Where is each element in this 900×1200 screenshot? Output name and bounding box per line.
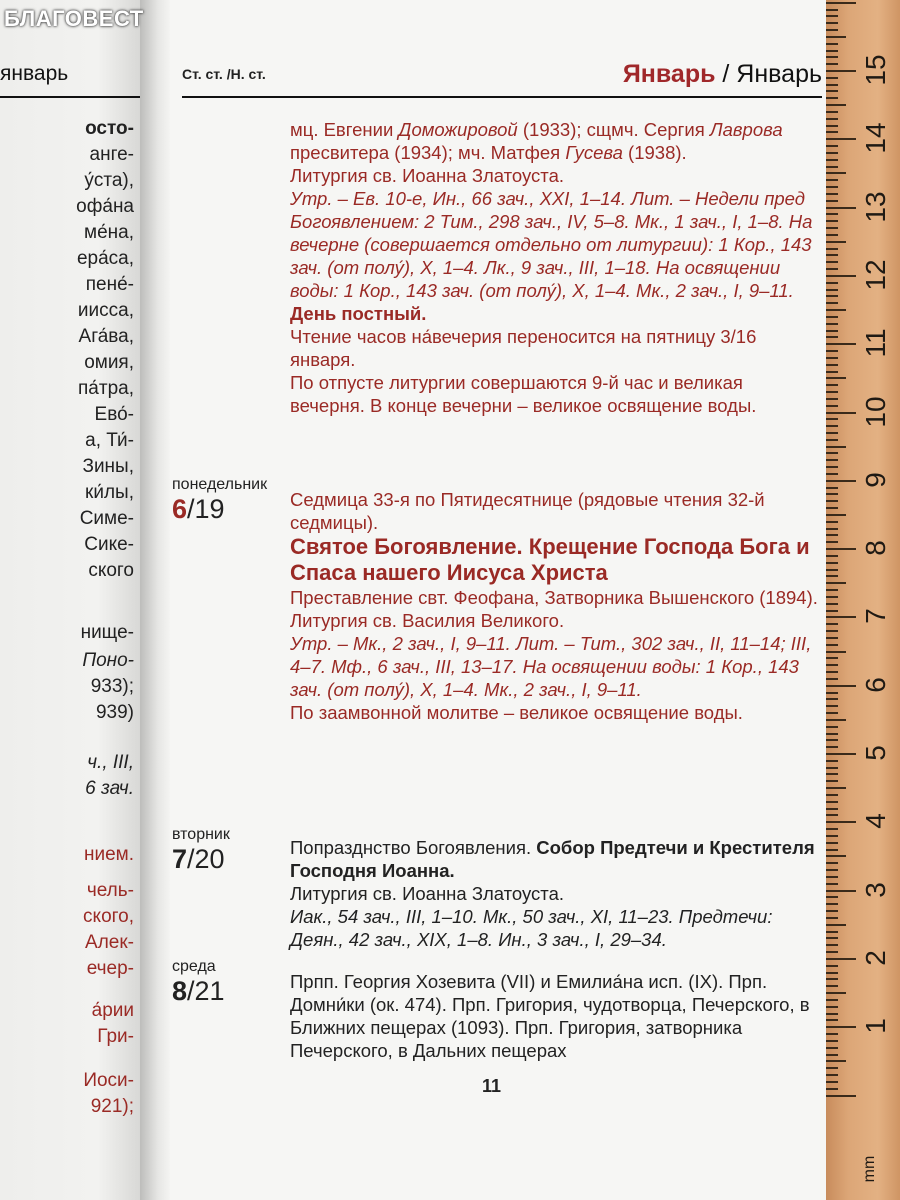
ruler-tick — [826, 705, 838, 707]
ruler-tick — [826, 200, 838, 202]
ruler-tick — [826, 821, 856, 823]
left-page-header: январь — [0, 62, 69, 85]
ruler-tick — [826, 302, 838, 304]
ruler-number: 7 — [860, 608, 891, 625]
ruler-tick — [826, 295, 838, 297]
day-entry — [290, 970, 820, 1062]
ruler-tick — [826, 1067, 838, 1069]
ruler-tick — [826, 801, 838, 803]
ruler-tick — [826, 186, 838, 188]
ruler-tick — [826, 50, 838, 52]
ruler-tick — [826, 179, 838, 181]
left-page-line: ского — [88, 560, 134, 581]
paragraph: По отпусте литургии совершаются 9-й час и великая вечерня. В конце вечерни – великое освящение воды. — [290, 372, 757, 416]
ruler-tick — [826, 118, 838, 120]
ruler-tick — [826, 575, 838, 577]
ruler-tick — [826, 1013, 838, 1015]
ruler-tick — [826, 425, 838, 427]
day-label — [172, 476, 282, 525]
left-page-line: чель- — [86, 880, 134, 901]
right-page — [170, 0, 900, 1200]
ruler-tick — [826, 248, 838, 250]
ruler-number: 1 — [860, 1018, 891, 1034]
ruler-tick — [826, 15, 838, 17]
left-page-line: Симе- — [79, 508, 134, 529]
ruler-tick — [826, 289, 838, 291]
left-page-line: Ево́- — [94, 404, 134, 425]
ruler-tick — [826, 548, 856, 550]
ruler-tick — [826, 651, 846, 653]
left-page-line: 933); — [90, 676, 134, 697]
ruler-tick — [826, 528, 838, 530]
ruler-tick — [826, 985, 838, 987]
ruler-tick — [826, 104, 846, 106]
left-page-line: пене́- — [85, 274, 134, 295]
ruler-tick — [826, 671, 838, 673]
ruler-tick — [826, 753, 856, 755]
ruler-number: 6 — [860, 676, 891, 693]
ruler-tick — [826, 493, 838, 495]
ruler-tick — [826, 760, 838, 762]
ruler-tick — [826, 316, 838, 318]
paragraph: Святое Богоявление. Крещение Господа Бога и Спаса нашего Иисуса Христа — [290, 534, 810, 585]
ruler-number: 8 — [860, 540, 891, 556]
ruler-tick — [826, 261, 838, 263]
left-page-line: ского, — [83, 906, 134, 927]
ruler-tick — [826, 849, 838, 851]
ruler-tick — [826, 698, 838, 700]
left-page-line: нием. — [83, 844, 134, 865]
paragraph: Литургия св. Василия Великого. — [290, 610, 565, 631]
ruler-number: 10 — [860, 395, 891, 428]
ruler-tick — [826, 22, 838, 24]
ruler-number: 14 — [860, 122, 891, 154]
ruler-tick — [826, 77, 838, 79]
ruler-tick — [826, 487, 838, 489]
left-page-line: 6 зач. — [85, 778, 134, 799]
ruler-tick — [826, 712, 838, 714]
ruler-tick — [826, 29, 838, 31]
page-number: 11 — [482, 1076, 502, 1096]
ruler-tick — [826, 951, 838, 953]
ruler-tick — [826, 883, 838, 885]
left-page-line: омия, — [84, 352, 134, 373]
left-page-line: Гри- — [97, 1026, 134, 1047]
ruler-tick — [826, 1033, 838, 1035]
ruler-number: 11 — [860, 328, 891, 358]
ruler-tick — [826, 343, 856, 345]
ruler-tick — [826, 70, 856, 72]
ruler-tick — [826, 876, 838, 878]
paragraph: Утр. – Ев. 10-е, Ин., 66 зач., XXI, 1–14. Лит. – Недели пред Богоявлением: 2 Тим., 298 зач., IV, 5–8. Мк., 1 зач., I, 1–8. На вечерне (совершается отдельно от литургии): 1 Кор., 143 зач. (от полу́), X, 1–4. Лк., 9 зач., III, 1–18. На освящении воды: 1 Кор., 143 зач. (от полу́), X, 1–4. Мк., 2 зач., I, 9–11. — [290, 188, 813, 301]
ruler-tick — [826, 616, 856, 618]
ruler-tick — [826, 152, 838, 154]
paragraph: Прпп. Георгия Хозевита (VII) и Емилиа́на исп. (IX). Прп. Домни́ки (ок. 474). Прп. Григория, чудотворца, Печерского, в Ближних пещерах (1093). Прп. Григория, затворника Печерского, в Дальних пещерах — [290, 971, 810, 1061]
ruler-tick — [826, 972, 838, 974]
old-style-date: 7 — [172, 844, 188, 874]
ruler-tick — [826, 227, 838, 229]
ruler-tick — [826, 500, 838, 502]
left-page-line: Поно- — [82, 650, 134, 671]
ruler-tick — [826, 657, 838, 659]
ruler-tick — [826, 814, 838, 816]
day-entry — [290, 488, 820, 724]
ruler-tick — [826, 835, 838, 837]
ruler-tick — [826, 678, 838, 680]
paragraph: День постный. — [290, 303, 427, 324]
left-page-line: Сике- — [84, 534, 134, 555]
ruler-tick — [826, 398, 838, 400]
ruler-tick — [826, 220, 838, 222]
ruler-tick — [826, 452, 838, 454]
ruler-tick — [826, 637, 838, 639]
ruler-number: 12 — [860, 259, 891, 291]
ruler-tick — [826, 787, 846, 789]
ruler-tick — [826, 924, 846, 926]
ruler-tick — [826, 138, 856, 140]
ruler-tick — [826, 56, 838, 58]
continuation-block — [290, 118, 820, 417]
ruler-tick — [826, 254, 838, 256]
ruler-tick — [826, 726, 838, 728]
ruler-tick — [826, 719, 846, 721]
new-style-date: /19 — [187, 494, 225, 524]
paragraph: По заамвонной молитве – великое освящение воды. — [290, 702, 743, 723]
ruler-tick — [826, 125, 838, 127]
ruler-tick — [826, 582, 846, 584]
ruler-tick — [826, 692, 838, 694]
left-page-line: Ага́ва, — [78, 326, 134, 347]
new-style-date: /20 — [187, 844, 225, 874]
month-rest: / Январь — [715, 60, 822, 88]
weekday-name: понедельник — [172, 476, 268, 493]
ruler-tick — [826, 97, 838, 99]
ruler-tick — [826, 480, 856, 482]
left-page-line: па́тра, — [78, 378, 134, 399]
ruler-tick — [826, 808, 838, 810]
ruler-tick — [826, 111, 838, 113]
day-label — [172, 826, 282, 875]
paragraph: Преставление свт. Феофана, Затворника Вышенского (1894). — [290, 587, 818, 608]
ruler-tick — [826, 234, 838, 236]
left-page-line: офа́на — [76, 196, 134, 217]
left-page-line: а, Ти́- — [85, 430, 134, 451]
ruler-tick — [826, 391, 838, 393]
ruler-tick — [826, 1054, 838, 1056]
day-date — [172, 976, 282, 1007]
ruler-tick — [826, 569, 838, 571]
ruler-tick — [826, 309, 846, 311]
left-page-rule — [0, 96, 140, 98]
ruler-tick — [826, 36, 846, 38]
old-style-date: 8 — [172, 976, 188, 1006]
ruler-tick — [826, 623, 838, 625]
ruler-tick — [826, 336, 838, 338]
ruler-tick — [826, 855, 846, 857]
ruler-tick — [826, 931, 838, 933]
ruler-tick — [826, 664, 838, 666]
ruler-tick — [826, 330, 838, 332]
ruler-tick — [826, 746, 838, 748]
ruler-tick — [826, 384, 838, 386]
left-page-line: ч., III, — [87, 752, 134, 773]
ruler — [826, 0, 900, 1200]
ruler-tick — [826, 896, 838, 898]
ruler-tick — [826, 466, 838, 468]
ruler-tick — [826, 521, 838, 523]
header-styles: Ст. ст. /Н. ст. — [182, 66, 266, 82]
ruler-tick — [826, 630, 838, 632]
ruler-tick — [826, 268, 838, 270]
ruler-number: 13 — [860, 191, 891, 223]
ruler-tick — [826, 43, 838, 45]
ruler-tick — [826, 944, 838, 946]
left-page-line: ки́лы, — [85, 482, 134, 503]
ruler-tick — [826, 992, 846, 994]
ruler-tick — [826, 350, 838, 352]
ruler-tick — [826, 596, 838, 598]
ruler-tick — [826, 446, 846, 448]
ruler-tick — [826, 90, 838, 92]
ruler-tick — [826, 610, 838, 612]
ruler-tick — [826, 828, 838, 830]
left-page-line: иисса, — [77, 300, 134, 321]
ruler-tick — [826, 432, 838, 434]
ruler-tick — [826, 794, 838, 796]
ruler-tick — [826, 193, 838, 195]
month-bold: Январь — [622, 60, 716, 88]
ruler-tick — [826, 958, 856, 960]
ruler-tick — [826, 1060, 846, 1062]
day-date — [172, 844, 282, 875]
left-page-line: Алек- — [85, 932, 134, 953]
left-page-line: осто- — [85, 118, 134, 139]
ruler-tick — [826, 978, 838, 980]
ruler-tick — [826, 371, 838, 373]
paragraph: Седмица 33-я по Пятидесятнице (рядовые чтения 32-й седмицы). — [290, 489, 765, 533]
ruler-tick — [826, 534, 838, 536]
ruler-tick — [826, 1074, 838, 1076]
ruler-tick — [826, 1095, 856, 1097]
ruler-number: 15 — [860, 54, 891, 86]
ruler-tick — [826, 1040, 838, 1042]
old-style-date: 6 — [172, 494, 188, 524]
paragraph: Утр. – Мк., 2 зач., I, 9–11. Лит. – Тит., 302 зач., II, 11–14; III, 4–7. Мф., 6 зач., III, 13–17. На освящении воды: 1 Кор., 143 зач. (от полу́), X, 1–4. Мк., 2 зач., I, 9–11. — [290, 633, 812, 700]
ruler-tick — [826, 459, 838, 461]
ruler-tick — [826, 405, 838, 407]
header-month — [623, 60, 822, 89]
ruler-tick — [826, 275, 856, 277]
left-page-line: ера́са, — [76, 248, 134, 269]
day-date — [172, 494, 282, 525]
ruler-tick — [826, 166, 838, 168]
left-page-line: у́ста), — [84, 170, 134, 191]
ruler-tick — [826, 937, 838, 939]
ruler-tick — [826, 685, 856, 687]
ruler-tick — [826, 773, 838, 775]
ruler-tick — [826, 1006, 838, 1008]
left-page-line: анге- — [89, 144, 134, 165]
ruler-tick — [826, 862, 838, 864]
ruler-tick — [826, 842, 838, 844]
ruler-tick — [826, 733, 838, 735]
ruler-tick — [826, 562, 838, 564]
left-page-line: нище- — [80, 622, 134, 643]
ruler-tick — [826, 377, 846, 379]
paragraph: Литургия св. Иоанна Златоуста. — [290, 165, 565, 186]
ruler-tick — [826, 131, 838, 133]
ruler-tick — [826, 1047, 838, 1049]
book-gutter — [140, 0, 170, 1200]
left-page-line: 939) — [95, 702, 134, 723]
ruler-tick — [826, 917, 838, 919]
ruler-tick — [826, 473, 838, 475]
weekday-name: вторник — [172, 826, 230, 843]
ruler-number: 3 — [860, 881, 891, 898]
ruler-tick — [826, 241, 846, 243]
ruler-tick — [826, 589, 838, 591]
paragraph: Чтение часов на́вечерия переносится на пятницу 3/16 января. — [290, 326, 757, 370]
left-page-line: Зины, — [82, 456, 134, 477]
left-page-line: Иоси- — [83, 1070, 134, 1091]
ruler-tick — [826, 207, 856, 209]
ruler-tick — [826, 644, 838, 646]
ruler-tick — [826, 767, 838, 769]
ruler-tick — [826, 172, 846, 174]
left-page-line: ме́на, — [84, 222, 134, 243]
ruler-tick — [826, 323, 838, 325]
ruler-tick — [826, 418, 838, 420]
ruler-tick — [826, 507, 838, 509]
ruler-tick — [826, 603, 838, 605]
paragraph: Попразднство Богоявления. Собор Предтечи и Крестителя Господня Иоанна. — [290, 837, 815, 881]
paragraph: Иак., 54 зач., III, 1–10. Мк., 50 зач., XI, 11–23. Предтечи: Деян., 42 зач., XIX, 1–8. Ин., 3 зач., I, 29–34. — [290, 906, 773, 950]
ruler-tick — [826, 739, 838, 741]
ruler-number: 4 — [860, 813, 891, 830]
paragraph: Литургия св. Иоанна Златоуста. — [290, 883, 565, 904]
ruler-tick — [826, 999, 838, 1001]
ruler-tick — [826, 869, 838, 871]
watermark-logo: БЛАГОВЕСТ — [4, 6, 144, 31]
ruler-tick — [826, 159, 838, 161]
ruler-tick — [826, 890, 856, 892]
ruler-tick — [826, 2, 856, 4]
new-style-date: /21 — [187, 976, 225, 1006]
left-page — [0, 0, 140, 1200]
ruler-number: 9 — [860, 472, 891, 488]
ruler-tick — [826, 364, 838, 366]
day-entry — [290, 836, 820, 951]
ruler-tick — [826, 412, 856, 414]
ruler-tick — [826, 555, 838, 557]
ruler-tick — [826, 1019, 838, 1021]
left-page-line: а́рии — [91, 1000, 134, 1021]
ruler-tick — [826, 213, 838, 215]
paragraph: мц. Евгении Доможировой (1933); сщмч. Сергия Лаврова пресвитера (1934); мч. Матфея Гусева (1938). — [290, 119, 783, 163]
ruler-tick — [826, 910, 838, 912]
ruler-tick — [826, 63, 838, 65]
header-rule — [182, 96, 822, 98]
ruler-tick — [826, 903, 838, 905]
ruler-unit: mm — [861, 1155, 878, 1183]
ruler-tick — [826, 9, 838, 11]
ruler-tick — [826, 439, 838, 441]
ruler-tick — [826, 357, 838, 359]
ruler-tick — [826, 541, 838, 543]
day-label — [172, 958, 282, 1007]
weekday-name: среда — [172, 958, 216, 975]
ruler-tick — [826, 1088, 838, 1090]
ruler-tick — [826, 145, 838, 147]
left-page-line: ечер- — [86, 958, 134, 979]
ruler-number: 2 — [860, 950, 891, 966]
ruler-tick — [826, 780, 838, 782]
ruler-tick — [826, 1026, 856, 1028]
ruler-tick — [826, 84, 838, 86]
left-page-line: 921); — [90, 1096, 134, 1117]
ruler-number: 5 — [860, 745, 891, 761]
ruler-tick — [826, 282, 838, 284]
ruler-tick — [826, 1081, 838, 1083]
ruler-tick — [826, 965, 838, 967]
ruler-tick — [826, 514, 846, 516]
